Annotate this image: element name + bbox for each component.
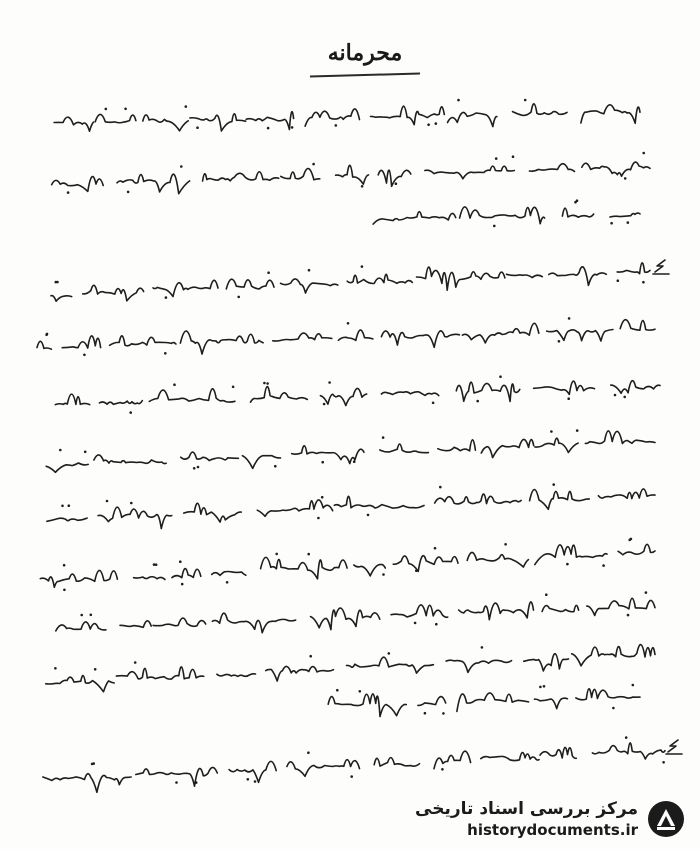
ink-dot <box>350 775 353 778</box>
handwriting-stroke <box>184 503 242 522</box>
handwriting-stroke <box>435 494 521 504</box>
ink-dot <box>153 563 156 566</box>
ink-dot <box>662 761 665 764</box>
ink-dot <box>524 99 527 102</box>
handwriting-stroke <box>266 666 334 681</box>
ink-dot <box>545 593 548 596</box>
handwriting-stroke <box>305 109 359 126</box>
handwriting-stroke <box>46 676 114 692</box>
handwriting-stroke <box>246 112 293 130</box>
ink-dot <box>361 185 364 188</box>
ink-dot <box>312 163 315 166</box>
handwriting-stroke <box>153 280 218 296</box>
ink-dot <box>574 201 577 204</box>
ink-dot <box>359 690 362 693</box>
ink-dot <box>185 105 188 108</box>
handwriting-stroke <box>373 212 456 224</box>
handwriting-stroke <box>334 496 424 508</box>
handwriting-stroke <box>120 621 151 628</box>
ink-dot <box>266 382 269 385</box>
ink-dot <box>63 589 66 592</box>
handwriting-stroke <box>438 440 476 451</box>
ink-dot <box>382 573 385 576</box>
ink-dot <box>382 436 385 439</box>
ink-dot <box>275 553 278 556</box>
ink-dot <box>328 381 331 384</box>
handwriting-stroke <box>530 490 590 510</box>
ink-dot <box>476 400 479 403</box>
ink-dot <box>623 396 626 399</box>
ink-dot <box>237 296 240 299</box>
ink-dot <box>642 152 645 155</box>
ink-dot <box>129 411 132 414</box>
ink-dot <box>627 614 630 617</box>
handwriting-stroke <box>446 660 511 672</box>
handwriting-stroke <box>535 438 578 452</box>
ink-dot <box>367 514 370 517</box>
ink-dot <box>361 265 364 268</box>
handwriting-stroke <box>381 392 438 396</box>
handwriting-stroke <box>95 114 136 122</box>
document-title: محرمانه <box>327 40 403 66</box>
handwriting-stroke <box>562 208 593 217</box>
handwriting-stroke <box>110 336 176 346</box>
handwriting-stroke <box>212 572 246 576</box>
handwriting-stroke <box>311 608 380 630</box>
section-marker <box>666 740 682 754</box>
ink-dot <box>602 564 605 567</box>
ink-dot <box>504 543 507 546</box>
handwriting-stroke <box>281 169 320 180</box>
handwriting-stroke <box>54 117 93 131</box>
ink-dot <box>317 517 320 520</box>
handwriting-stroke <box>576 689 640 700</box>
handwriting-stroke <box>618 544 655 554</box>
ink-dot <box>434 547 437 550</box>
handwriting-stroke <box>212 613 295 633</box>
ink-dot <box>457 99 460 102</box>
ink-dot <box>94 668 97 671</box>
ink-dot <box>612 707 615 710</box>
ink-dot <box>193 467 196 470</box>
ink-dot <box>632 684 635 687</box>
ink-dot <box>54 667 57 670</box>
handwriting-stroke <box>328 694 406 717</box>
handwriting-stroke <box>448 112 497 126</box>
ink-dot <box>130 502 133 505</box>
ink-dot <box>568 317 571 320</box>
handwriting-stroke <box>581 105 640 124</box>
ink-dot <box>435 122 438 125</box>
handwriting-stroke <box>338 330 373 340</box>
ink-dot <box>481 646 484 649</box>
handwriting-stroke <box>55 394 89 404</box>
ink-dot <box>388 652 391 655</box>
ink-dot <box>395 182 398 185</box>
ink-dot <box>645 591 648 594</box>
ink-dot <box>274 465 277 468</box>
ink-dot <box>196 126 199 129</box>
ink-dot <box>610 222 613 225</box>
handwriting-stroke <box>229 761 276 782</box>
ink-dot <box>68 504 71 507</box>
ink-dot <box>308 269 311 272</box>
handwriting-stroke <box>459 602 534 620</box>
ink-dot <box>105 108 108 111</box>
handwriting-stroke <box>52 177 104 192</box>
handwriting-stroke <box>83 285 144 301</box>
handwriting-stroke <box>347 657 434 673</box>
ink-dot <box>321 496 324 499</box>
handwriting-stroke <box>425 166 514 179</box>
handwriting-stroke <box>374 758 419 767</box>
ink-dot <box>179 560 182 563</box>
ink-dot <box>173 383 176 386</box>
ink-dot <box>427 123 430 126</box>
ink-dot <box>164 352 167 355</box>
handwriting-stroke <box>529 164 574 172</box>
ink-dot <box>614 394 617 397</box>
ink-dot <box>124 108 127 111</box>
handwriting-stroke <box>273 333 332 341</box>
handwriting-stroke <box>336 165 369 184</box>
ink-dot <box>92 762 95 765</box>
handwriting-stroke <box>587 598 655 615</box>
ink-dot <box>45 334 48 337</box>
handwriting-stroke <box>592 743 665 759</box>
handwriting-stroke <box>391 605 448 617</box>
ink-dot <box>61 505 64 508</box>
watermark-url: historydocuments.ir <box>467 821 638 839</box>
handwriting-stroke <box>507 274 543 277</box>
ink-dot <box>512 155 515 158</box>
handwriting-stroke <box>287 760 360 777</box>
handwriting-stroke <box>203 172 279 181</box>
watermark-org-name: مرکز بررسی اسناد تاریخی <box>415 799 638 819</box>
handwriting-stroke <box>540 747 576 758</box>
handwriting-stroke <box>524 654 569 671</box>
handwriting-stroke <box>418 697 446 706</box>
ink-dot <box>247 778 250 781</box>
ink-dot <box>625 736 628 739</box>
ink-dot <box>195 781 198 784</box>
ink-dot <box>263 382 266 385</box>
ink-dot <box>550 430 553 433</box>
handwriting-stroke <box>251 387 308 403</box>
ink-dot <box>642 281 645 284</box>
handwriting-stroke <box>534 381 595 394</box>
handwriting-stroke <box>347 274 412 283</box>
ink-dot <box>90 614 93 617</box>
handwriting-stroke <box>535 545 607 565</box>
handwriting-stroke <box>460 207 545 224</box>
handwriting-stroke <box>172 569 201 578</box>
ink-dot <box>63 564 66 567</box>
handwriting-stroke <box>585 431 655 444</box>
ink-dot <box>307 553 310 556</box>
ink-dot <box>439 486 442 489</box>
ink-dot <box>127 191 130 194</box>
ink-dot <box>432 402 435 405</box>
handwriting-stroke <box>572 645 655 666</box>
ink-dot <box>226 581 229 584</box>
handwriting-stroke <box>47 518 87 521</box>
handwriting-stroke <box>462 323 538 343</box>
handwriting-stroke <box>40 570 117 587</box>
handwriting-stroke <box>153 618 206 626</box>
handwriting-stroke <box>393 556 458 572</box>
handwriting-stroke <box>417 267 505 290</box>
handwriting-stroke <box>547 330 613 342</box>
ink-dot <box>558 340 561 343</box>
handwriting-stroke <box>56 622 106 631</box>
ink-dot <box>55 281 58 284</box>
handwriting-stroke <box>542 605 579 611</box>
handwriting-stroke <box>610 213 640 217</box>
ink-dot <box>267 127 270 130</box>
handwriting-stroke <box>46 463 88 472</box>
handwriting-stroke <box>98 507 172 528</box>
handwriting-stroke <box>456 382 520 401</box>
ink-dot <box>627 221 630 224</box>
ink-dot <box>435 623 438 626</box>
handwriting-stroke <box>535 698 568 708</box>
handwriting-stroke <box>549 267 607 286</box>
ink-dot <box>321 461 324 464</box>
handwriting-stroke <box>380 444 429 453</box>
handwriting-stroke <box>99 401 142 405</box>
ink-dot <box>134 661 137 664</box>
ink-dot <box>67 191 70 194</box>
ink-dot <box>424 712 427 715</box>
handwriting-stroke <box>217 674 256 677</box>
handwriting-stroke <box>617 263 650 274</box>
ink-dot <box>441 768 444 771</box>
ink-dot <box>254 780 257 783</box>
ink-dot <box>165 296 168 299</box>
handwriting-stroke <box>611 381 660 394</box>
handwriting-stroke <box>180 331 263 354</box>
handwriting-stroke <box>226 279 274 289</box>
ink-dot <box>414 622 417 625</box>
ink-dot <box>495 157 498 160</box>
handwriting-stroke <box>598 489 655 499</box>
watermark <box>390 797 690 843</box>
ink-dot <box>499 375 502 378</box>
ink-dot <box>543 685 546 688</box>
handwriting-stroke <box>354 564 386 575</box>
handwriting-stroke <box>457 693 529 712</box>
ink-dot <box>567 397 570 400</box>
handwriting-stroke <box>582 162 650 176</box>
ink-dot <box>493 225 496 228</box>
ink-dot <box>628 539 631 542</box>
section-marker <box>653 260 669 274</box>
ink-dot <box>552 483 555 486</box>
archive-logo-icon <box>646 799 686 839</box>
handwriting-stroke <box>434 751 471 769</box>
ink-dot <box>336 689 339 692</box>
ink-dot <box>415 569 418 572</box>
ink-dot <box>335 124 338 127</box>
ink-dot <box>566 563 569 566</box>
handwriting-stroke <box>467 552 528 567</box>
ink-dot <box>624 177 627 180</box>
handwriting-stroke <box>620 320 655 331</box>
handwriting-stroke <box>62 336 100 348</box>
ink-dot <box>539 686 542 689</box>
handwriting-stroke <box>116 667 203 679</box>
ink-dot <box>347 322 350 325</box>
handwriting-stroke <box>94 455 166 464</box>
ink-dot <box>175 781 178 784</box>
handwriting-stroke <box>378 170 411 186</box>
ink-dot <box>576 429 579 432</box>
ink-dot <box>83 354 86 357</box>
ink-dot <box>181 583 184 586</box>
handwriting-stroke <box>320 388 366 405</box>
handwriting-stroke <box>281 279 338 293</box>
handwriting-stroke <box>371 106 445 125</box>
handwriting-stroke <box>134 577 165 580</box>
handwriting-stroke <box>292 446 364 464</box>
ink-dot <box>59 449 62 452</box>
handwriting-stroke <box>381 331 459 347</box>
handwriting-stroke <box>143 115 188 131</box>
ink-dot <box>307 751 310 754</box>
handwriting-stroke <box>481 439 533 457</box>
ink-dot <box>232 386 235 389</box>
ink-dot <box>80 614 83 617</box>
handwriting-stroke <box>181 452 239 461</box>
handwriting-stroke <box>481 753 539 761</box>
ink-dot <box>617 279 620 282</box>
handwriting-stroke <box>513 104 568 116</box>
ink-dot <box>291 126 294 129</box>
ink-dot <box>180 165 183 168</box>
ink-dot <box>197 466 200 469</box>
ink-dot <box>106 500 109 503</box>
ink-dot <box>323 403 326 406</box>
handwriting-stroke <box>257 500 332 516</box>
ink-dot <box>267 271 270 274</box>
handwriting-stroke <box>261 557 348 579</box>
ink-dot <box>353 460 356 463</box>
handwriting-stroke <box>51 296 72 302</box>
handwriting-stroke <box>43 774 131 793</box>
handwriting-stroke <box>37 341 51 349</box>
ink-dot <box>442 712 445 715</box>
ink-dot <box>84 451 87 454</box>
ink-dot <box>309 655 312 658</box>
handwriting-stroke <box>149 389 235 402</box>
